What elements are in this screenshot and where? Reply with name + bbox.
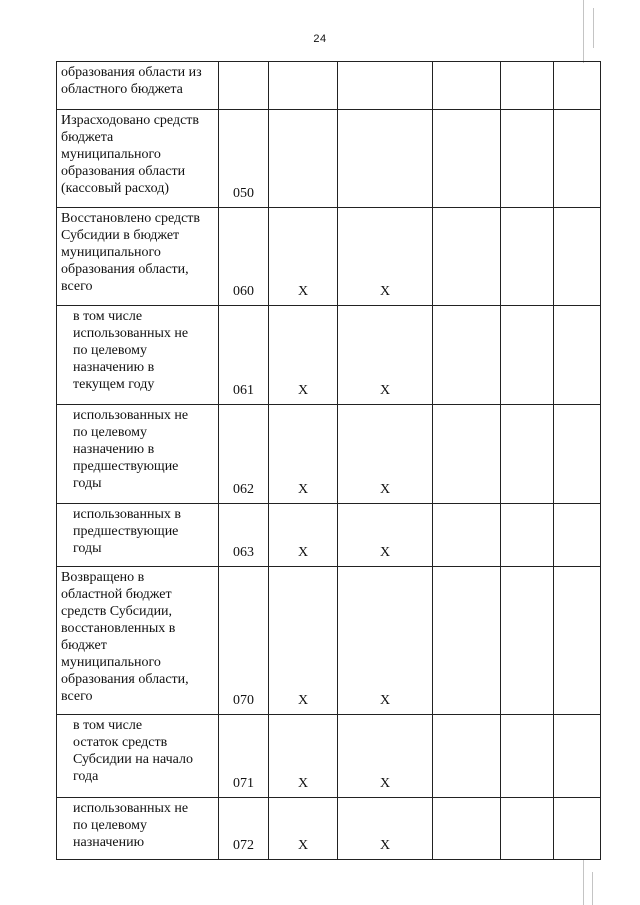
row-cell xyxy=(338,110,433,208)
row-cell xyxy=(433,504,501,567)
row-cell xyxy=(433,567,501,715)
row-cell xyxy=(554,504,601,567)
table-row xyxy=(57,715,601,798)
row-cell: X xyxy=(338,405,433,504)
row-cell: X xyxy=(269,504,338,567)
row-cell xyxy=(554,715,601,798)
table-row xyxy=(57,405,601,504)
row-cell xyxy=(433,715,501,798)
table-row xyxy=(57,306,601,405)
row-cell: X xyxy=(269,208,338,306)
row-cell: X xyxy=(338,567,433,715)
row-cell: X xyxy=(338,798,433,860)
row-cell: X xyxy=(269,306,338,405)
table-row xyxy=(57,110,601,208)
row-code: 071 xyxy=(219,715,269,798)
scan-edge-line xyxy=(583,860,584,905)
row-code: 062 xyxy=(219,405,269,504)
row-cell xyxy=(501,208,554,306)
row-code: 061 xyxy=(219,306,269,405)
row-cell xyxy=(554,62,601,110)
row-cell xyxy=(433,405,501,504)
row-description: Израсходовано средств бюджета муниципального образования области (кассовый расход) xyxy=(57,110,219,208)
scan-edge-line xyxy=(583,0,584,63)
row-description: в том числе использованных не по целевому назначению в текущем году xyxy=(57,306,219,405)
row-cell xyxy=(554,110,601,208)
row-cell xyxy=(269,62,338,110)
table-row xyxy=(57,62,601,110)
row-cell xyxy=(433,798,501,860)
row-cell xyxy=(433,208,501,306)
row-cell xyxy=(554,798,601,860)
row-description: Восстановлено средств Субсидии в бюджет муниципального образования области, всего xyxy=(57,208,219,306)
table-row xyxy=(57,208,601,306)
row-cell xyxy=(501,110,554,208)
row-cell: X xyxy=(338,306,433,405)
row-cell xyxy=(554,306,601,405)
scan-edge-line xyxy=(593,8,594,48)
row-cell: X xyxy=(338,715,433,798)
table-row xyxy=(57,798,601,860)
row-code: 072 xyxy=(219,798,269,860)
scan-edge-line xyxy=(592,872,593,905)
table-row xyxy=(57,504,601,567)
row-description: образования области из областного бюджета xyxy=(57,62,219,110)
row-cell xyxy=(501,504,554,567)
report-table xyxy=(56,61,601,860)
row-cell xyxy=(433,306,501,405)
row-cell xyxy=(501,405,554,504)
row-cell xyxy=(501,715,554,798)
table-row xyxy=(57,567,601,715)
row-description: использованных не по целевому назначению в предшествующие годы xyxy=(57,405,219,504)
row-cell xyxy=(501,798,554,860)
row-cell xyxy=(433,62,501,110)
row-cell: X xyxy=(269,798,338,860)
row-code: 050 xyxy=(219,110,269,208)
row-cell xyxy=(501,62,554,110)
row-cell xyxy=(433,110,501,208)
row-cell xyxy=(501,306,554,405)
row-description: использованных не по целевому назначению xyxy=(57,798,219,860)
row-cell xyxy=(554,567,601,715)
row-cell xyxy=(554,208,601,306)
row-cell xyxy=(269,110,338,208)
row-code: 060 xyxy=(219,208,269,306)
row-description: Возвращено в областной бюджет средств Субсидии, восстановленных в бюджет муниципального образования области, всего xyxy=(57,567,219,715)
row-cell: X xyxy=(338,504,433,567)
row-cell xyxy=(554,405,601,504)
row-description: использованных в предшествующие годы xyxy=(57,504,219,567)
row-description: в том числе остаток средств Субсидии на начало года xyxy=(57,715,219,798)
row-cell xyxy=(501,567,554,715)
row-cell xyxy=(338,62,433,110)
row-cell: X xyxy=(269,567,338,715)
row-code: 070 xyxy=(219,567,269,715)
row-code: 063 xyxy=(219,504,269,567)
page-number: 24 xyxy=(313,33,327,45)
row-cell: X xyxy=(269,715,338,798)
row-code xyxy=(219,62,269,110)
row-cell: X xyxy=(269,405,338,504)
row-cell: X xyxy=(338,208,433,306)
